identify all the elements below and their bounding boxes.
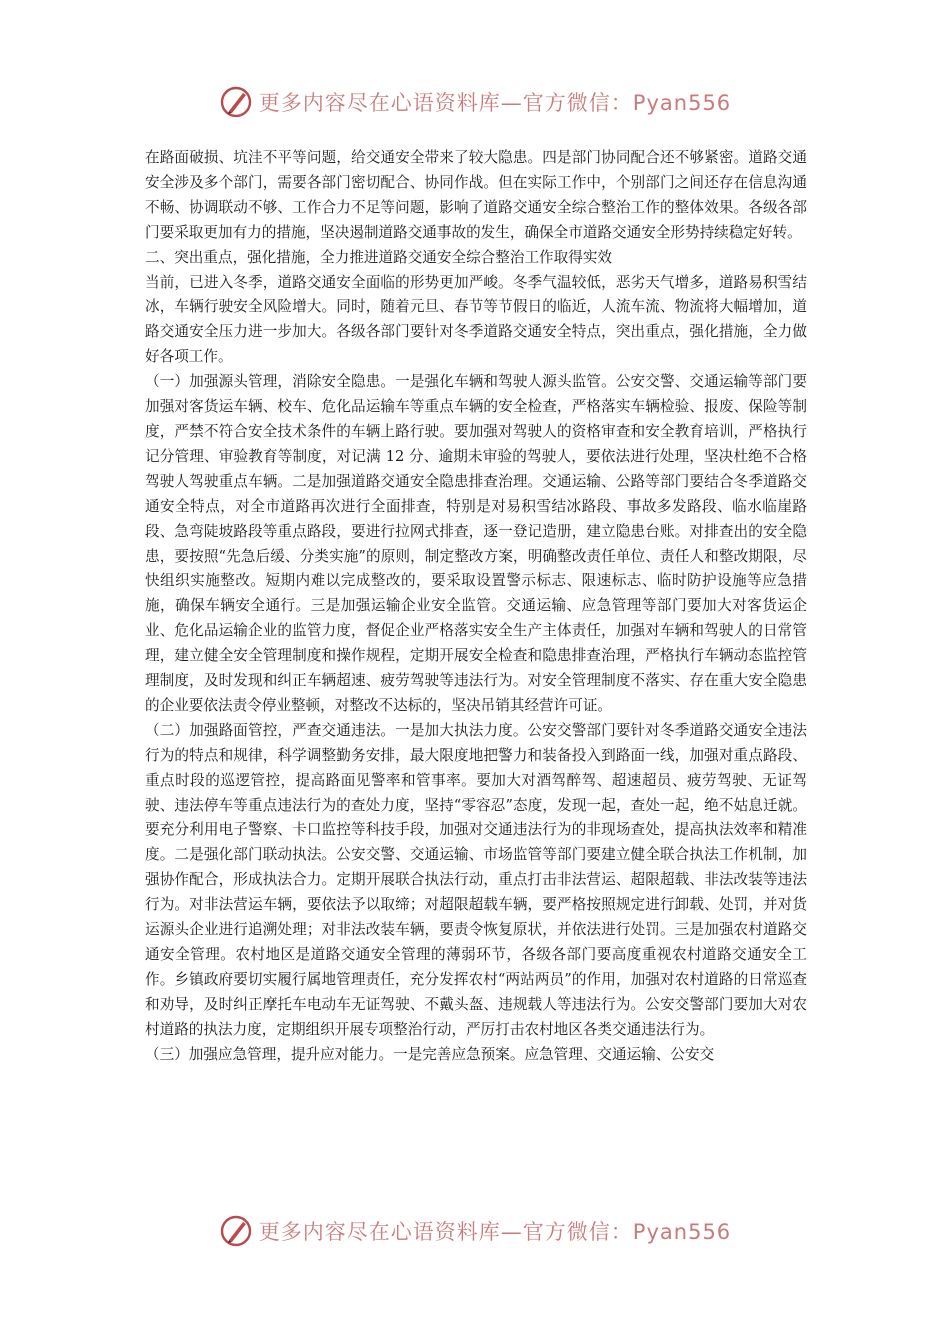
- paragraph: （二）加强路面管控，严查交通违法。一是加大执法力度。公安交警部门要针对冬季道路交通安全违法行为的特点和规律，科学调整勤务安排，最大限度地把警力和装备投入到路面一线，加强对重点路段、重点时段的巡逻管控，提高路面见警率和管事率。要加大对酒驾醉驾、超速超员、疲劳驾驶、无证驾驶、违法停车等重点违法行为的查处力度，坚持“零容忍”态度，发现一起，查处一起，绝不姑息迁就。要充分利用电子警察、卡口监控等科技手段，加强对交通违法行为的非现场查处，提高执法效率和精准度。二是强化部门联动执法。公安交警、交通运输、市场监管等部门要建立健全联合执法工作机制，加强协作配合，形成执法合力。定期开展联合执法行动，重点打击非法营运、超限超载、非法改装等违法行为。对非法营运车辆，要依法予以取缔；对超限超载车辆，要严格按照规定进行卸载、处罚，并对货运源头企业进行追溯处理；对非法改装车辆，要责令恢复原状，并依法进行处罚。三是加强农村道路交通安全管理。农村地区是道路交通安全管理的薄弱环节，各级各部门要高度重视农村道路交通安全工作。乡镇政府要切实履行属地管理责任，充分发挥农村“两站两员”的作用，加强对农村道路的日常巡查和劝导，及时纠正摩托车电动车无证驾驶、不戴头盔、违规载人等违法行为。公安交警部门要加大对农村道路的执法力度，定期组织开展专项整治行动，严厉打击农村地区各类交通违法行为。: [145, 721, 807, 1038]
- pen-logo-icon: [219, 85, 253, 119]
- paragraph: （一）加强源头管理，消除安全隐患。一是强化车辆和驾驶人源头监管。公安交警、交通运输等部门要加强对客货运车辆、校车、危化品运输车等重点车辆的安全检查，严格落实车辆检验、报废、保险等制度，严禁不符合安全技术条件的车辆上路行驶。要加强对驾驶人的资格审查和安全教育培训，严格执行记分管理、审验教育等制度，对记满 12 分、逾期未审验的驾驶人，要依法进行处理，坚决杜绝不合格驾驶人驾驶重点车辆。二是加强道路交通安全隐患排查治理。交通运输、公路等部门要结合冬季道路交通安全特点，对全市道路再次进行全面排查，特别是对易积雪结冰路段、事故多发路段、临水临崖路段、急弯陡坡路段等重点路段，要进行拉网式排查，逐一登记造册，建立隐患台账。对排查出的安全隐患，要按照“先急后缓、分类实施”的原则，制定整改方案，明确整改责任单位、责任人和整改期限，尽快组织实施整改。短期内难以完成整改的，要采取设置警示标志、限速标志、临时防护设施等应急措施，确保车辆安全通行。三是加强运输企业安全监管。交通运输、应急管理等部门要加大对客货运企业、危化品运输企业的监管力度，督促企业严格落实安全生产主体责任，加强对车辆和驾驶人的日常管理，建立健全安全管理制度和操作规程，定期开展安全检查和隐患排查治理，严格执行车辆动态监控管理制度，及时发现和纠正车辆超速、疲劳驾驶等违法行为。对安全管理制度不落实、存在重大安全隐患的企业要依法责令停业整顿，对整改不达标的，坚决吊销其经营许可证。: [145, 373, 807, 714]
- paragraph: 在路面破损、坑洼不平等问题，给交通安全带来了较大隐患。四是部门协同配合还不够紧密。道路交通安全涉及多个部门，需要各部门密切配合、协同作战。但在实际工作中，个别部门之间还存在信息沟通不畅、协调联动不够、工作合力不足等问题，影响了道路交通安全综合整治工作的整体效果。各级各部门要采取更加有力的措施，坚决遏制道路交通事故的发生，确保全市道路交通安全形势持续稳定好转。: [145, 149, 807, 241]
- footer-banner-text: 更多内容尽在心语资料库—官方微信：Pyan556: [258, 1220, 732, 1244]
- footer-banner: [0, 1209, 950, 1253]
- section-heading: 二、突出重点，强化措施，全力推进道路交通安全综合整治工作取得实效: [145, 248, 613, 266]
- paragraph: 当前，已进入冬季，道路交通安全面临的形势更加严峻。冬季气温较低，恶劣天气增多，道路易积雪结冰，车辆行驶安全风险增大。同时，随着元旦、春节等节假日的临近，人流车流、物流将大幅增加，道路交通安全压力进一步加大。各级各部门要针对冬季道路交通安全特点，突出重点，强化措施，全力做好各项工作。: [145, 273, 807, 366]
- paragraph: （三）加强应急管理，提升应对能力。一是完善应急预案。应急管理、交通运输、公安交: [145, 1045, 715, 1063]
- pen-logo-icon: [219, 1214, 253, 1248]
- header-banner-text: 更多内容尽在心语资料库—官方微信：Pyan556: [258, 91, 732, 115]
- header-banner: [0, 80, 950, 124]
- document-body: [145, 146, 807, 1068]
